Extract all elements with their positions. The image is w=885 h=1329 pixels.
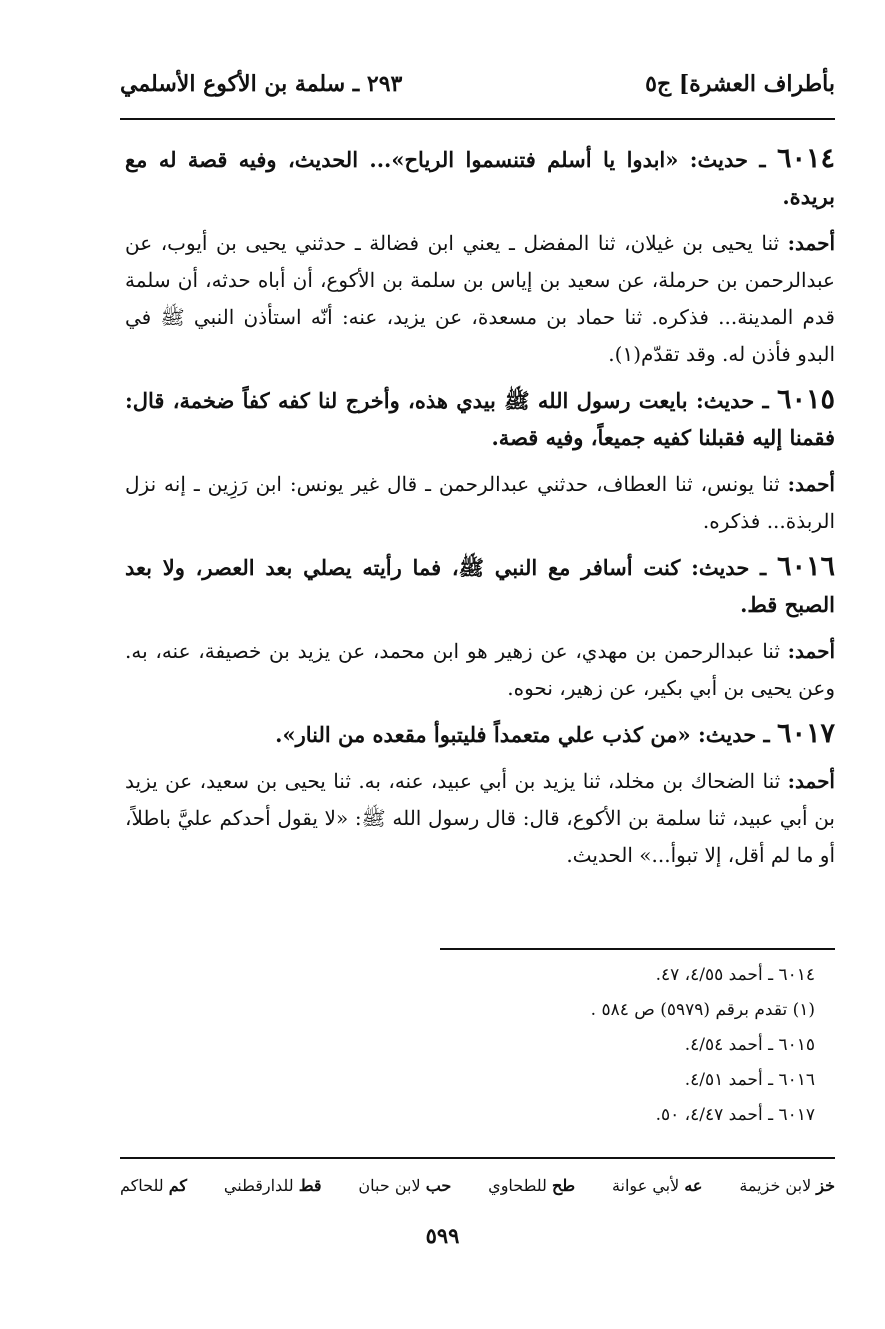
source-label: أحمد: [787,769,835,793]
footnote-item: ٦٠١٤ ـ أحمد ٤/٥٥، ٤٧. [655,965,815,985]
footnote-divider [440,948,835,950]
narration-text: ثنا يونس، ثنا العطاف، حدثني عبدالرحمن ـ قال غير يونس: ابن رَزِين ـ إنه نزل الربذة... فذكره. [125,472,835,533]
narration-text: ثنا يحيى بن غيلان، ثنا المفضل ـ يعني ابن فضالة ـ حدثني يحيى بن أيوب، عن عبدالرحمن بن حرملة، عن سعيد بن إياس بن سلمة بن الأكوع، أن أباه حدثه، أن سلمة قدم المدينة... فذكره. ثنا حماد بن مسعدة، عن يزيد، عنه: أنّه استأذن النبي ﷺ في البدو فأذن له. وقد تقدّم(١). [125,231,835,366]
footnotes [440,958,815,1133]
abbreviation: حب لابن حبان [358,1176,452,1195]
hadith-number: ٦٠١٦ [776,551,835,582]
hadith-6014 [125,140,835,215]
footnote-item: (١) تقدم برقم (٥٩٧٩) ص ٥٨٤ . [590,1000,815,1020]
hadith-number: ٦٠١٧ [776,718,835,749]
hadith-6017 [125,715,835,753]
header-book-title: بأطراف العشرة] ج٥ [645,71,835,97]
abbreviations-legend [120,1168,835,1204]
source-label: أحمد: [787,472,835,496]
hadith-text: ـ حديث: «من كذب علي متعمداً فليتبوأ مقعده من النار». [275,722,770,747]
main-text [125,140,835,882]
hadith-text: ـ حديث: «ابدوا يا أسلم فتنسموا الرياح»... الحديث، وفيه قصة له مع بريدة. [125,147,835,209]
narration-6017 [125,763,835,874]
footnote-item: ٦٠١٦ ـ أحمد ٤/٥١. [684,1070,815,1090]
hadith-text: ـ حديث: كنت أسافر مع النبي ﷺ، فما رأيته يصلي بعد العصر، ولا بعد الصبح قط. [125,555,835,617]
abbreviation: كم للحاكم [120,1176,188,1195]
hadith-text: ـ حديث: بايعت رسول الله ﷺ بيدي هذه، وأخرج لنا كفه كفاً ضخمة، قال: فقمنا إليه فقبلنا كفيه جميعاً، وفيه قصة. [125,388,835,450]
abbreviations-divider [120,1157,835,1159]
header-chapter-title: ٢٩٣ ـ سلمة بن الأكوع الأسلمي [120,71,403,97]
source-label: أحمد: [787,231,836,255]
running-header [120,62,835,106]
hadith-6016 [125,548,835,623]
hadith-number: ٦٠١٤ [776,143,835,174]
abbreviation: خز لابن خزيمة [739,1176,835,1195]
hadith-number: ٦٠١٥ [777,384,836,415]
abbreviation: عه لأبي عوانة [611,1176,703,1195]
narration-text: ثنا عبدالرحمن بن مهدي، عن زهير هو ابن محمد، عن يزيد بن خصيفة، عنه، به. وعن يحيى بن أبي بكير، عن زهير، نحوه. [125,639,835,700]
abbreviation: قط للدارقطني [223,1176,322,1195]
narration-6014 [125,225,835,373]
footnote-item: ٦٠١٧ ـ أحمد ٤/٤٧، ٥٠. [655,1105,815,1125]
footnote-item: ٦٠١٥ ـ أحمد ٤/٥٤. [684,1035,815,1055]
narration-text: ثنا الضحاك بن مخلد، ثنا يزيد بن أبي عبيد، عنه، به. ثنا يحيى بن سعيد، عن يزيد بن أبي عبيد، ثنا سلمة بن الأكوع، قال: قال رسول الله ﷺ: «لا يقول أحدكم عليَّ باطلاً، أو ما لم أقل، إلا تبوأ...» الحديث. [125,769,835,867]
narration-6015 [125,466,835,540]
page-number: ٥٩٩ [425,1223,460,1248]
narration-6016 [125,633,835,707]
header-divider [120,118,835,120]
source-label: أحمد: [787,639,836,663]
abbreviation: طح للطحاوي [488,1176,576,1195]
hadith-6015 [125,381,835,456]
